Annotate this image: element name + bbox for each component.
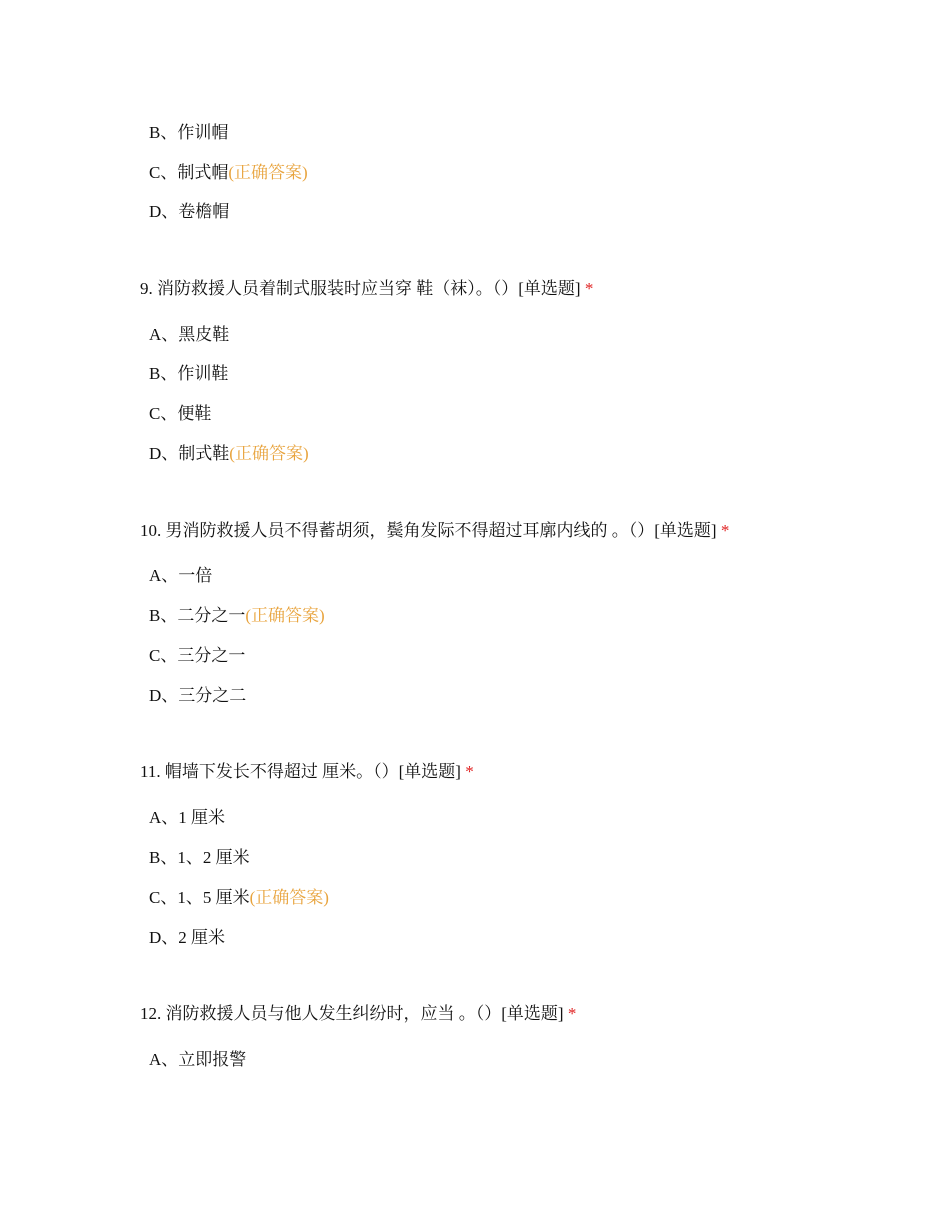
required-star: * xyxy=(465,762,474,781)
question-10-title: 10. 男消防救援人员不得蓄胡须，鬓角发际不得超过耳廓内线的 。（）[单选题] * xyxy=(140,521,730,540)
option-8-c: C、制式帽(正确答案) xyxy=(149,163,308,182)
correct-answer-tag: (正确答案) xyxy=(228,163,308,182)
option-12-a: A、立即报警 xyxy=(149,1050,247,1069)
option-10-a: A、一倍 xyxy=(149,566,213,585)
option-11-b: B、1、2 厘米 xyxy=(149,848,250,867)
correct-answer-tag: (正确答案) xyxy=(245,606,325,625)
question-11-title: 11. 帽墙下发长不得超过 厘米。（）[单选题] * xyxy=(140,762,474,781)
question-12-title: 12. 消防救援人员与他人发生纠纷时，应当 。（）[单选题] * xyxy=(140,1004,577,1023)
correct-answer-tag: (正确答案) xyxy=(229,444,309,463)
option-10-d: D、三分之二 xyxy=(149,686,247,705)
required-star: * xyxy=(567,1004,577,1023)
option-11-c: C、1、5 厘米(正确答案) xyxy=(149,888,329,907)
question-9-title: 9. 消防救援人员着制式服装时应当穿 鞋（袜）。（）[单选题] * xyxy=(140,279,594,298)
option-11-a: A、1 厘米 xyxy=(149,808,226,827)
option-11-d: D、2 厘米 xyxy=(149,928,226,947)
option-9-d: D、制式鞋(正确答案) xyxy=(149,444,309,463)
option-8-b: B、作训帽 xyxy=(149,123,229,142)
option-10-b: B、二分之一(正确答案) xyxy=(149,606,325,625)
required-star: * xyxy=(584,279,594,298)
option-9-a: A、黑皮鞋 xyxy=(149,325,230,344)
option-8-d: D、卷檐帽 xyxy=(149,202,230,221)
option-9-b: B、作训鞋 xyxy=(149,364,229,383)
required-star: * xyxy=(720,521,730,540)
option-10-c: C、三分之一 xyxy=(149,646,246,665)
correct-answer-tag: (正确答案) xyxy=(249,888,329,907)
option-9-c: C、便鞋 xyxy=(149,404,212,423)
